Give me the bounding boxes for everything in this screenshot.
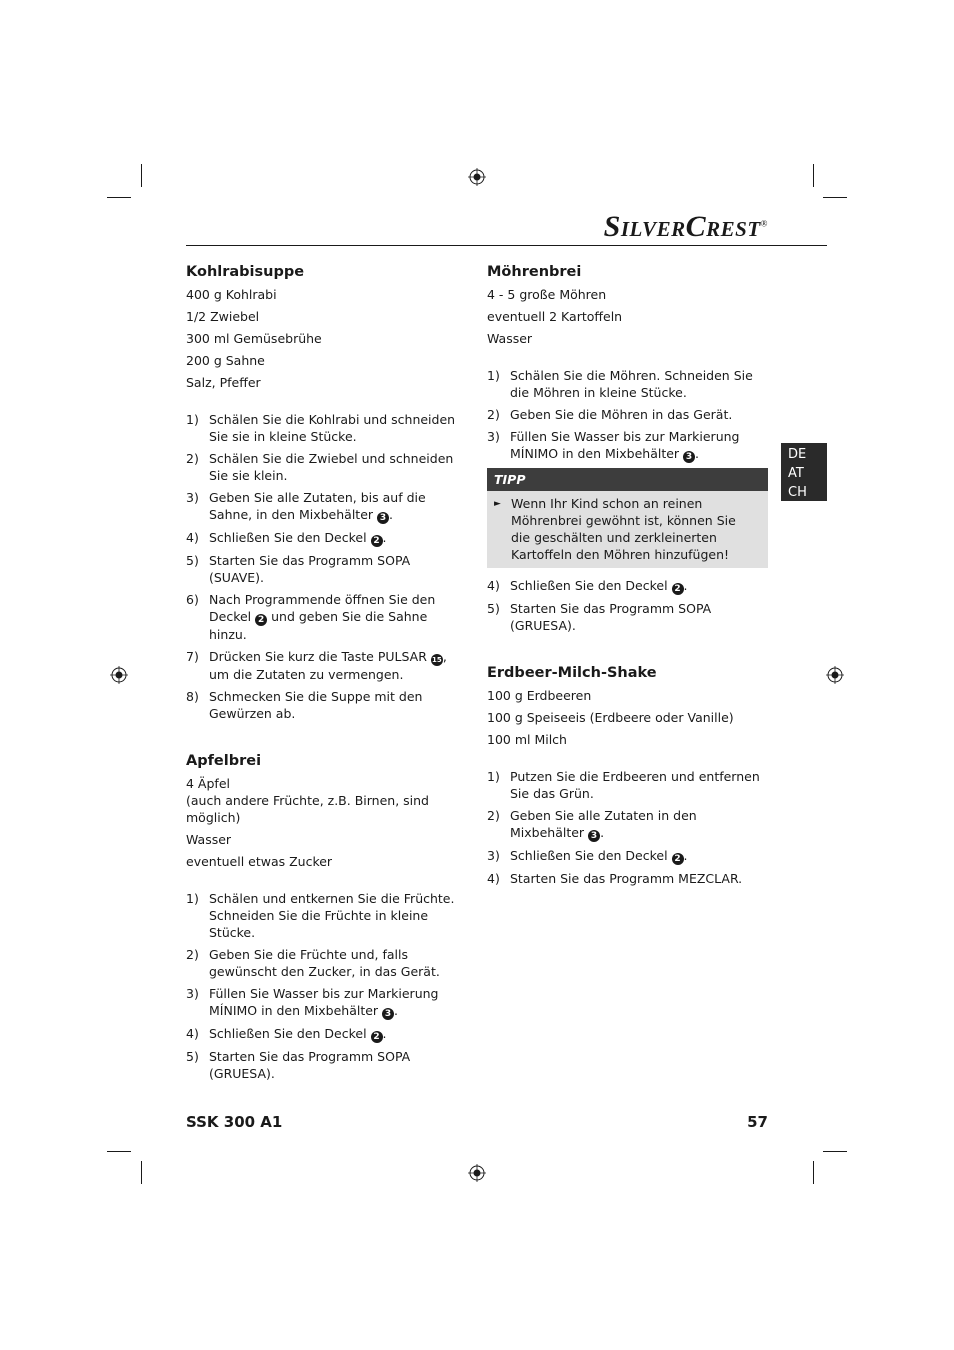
steps-list: [186, 890, 468, 1082]
step-text-after: .: [683, 578, 688, 593]
ingredient: Wasser: [186, 832, 232, 847]
step-number: 3): [186, 986, 199, 1001]
part-reference-badge: 3: [382, 1008, 394, 1020]
part-reference-badge: 3: [588, 830, 600, 842]
crop-mark: [107, 1151, 131, 1152]
step-text: Geben Sie alle Zutaten, bis auf die Sahne, in den Mixbehälter: [209, 490, 426, 522]
part-reference-badge: 3: [377, 512, 389, 524]
step-text: Geben Sie die Früchte und, falls gewünscht den Zucker, in das Gerät.: [209, 947, 440, 979]
step-number: 3): [487, 429, 500, 444]
step-number: 2): [186, 451, 199, 466]
step-text: Starten Sie das Programm MEZCLAR.: [510, 871, 743, 886]
left-column: [186, 262, 468, 1087]
part-reference-badge: 3: [683, 451, 695, 463]
step-number: 1): [186, 412, 199, 427]
ingredient: eventuell 2 Kartoffeln: [487, 309, 623, 324]
crop-mark: [823, 197, 847, 198]
page-number: 57: [747, 1113, 768, 1131]
part-reference-badge: 2: [371, 535, 383, 547]
step-text: Schließen Sie den Deckel: [209, 1026, 367, 1041]
steps-list: [487, 367, 769, 463]
step-text: Füllen Sie Wasser bis zur Markierung MÍNIMO in den Mixbehälter: [209, 986, 439, 1018]
step-item: [186, 529, 468, 547]
step-number: 1): [487, 368, 500, 383]
ingredient: 200 g Sahne: [186, 353, 265, 368]
ingredient: 100 g Speiseeis (Erdbeere oder Vanille): [487, 710, 734, 725]
step-item: [487, 847, 769, 865]
step-text: Schälen Sie die Kohlrabi und schneiden Sie sie in kleine Stücke.: [209, 412, 456, 444]
crop-mark: [813, 164, 814, 187]
step-text: Geben Sie die Möhren in das Gerät.: [510, 407, 733, 422]
crop-mark: [823, 1151, 847, 1152]
steps-list: [186, 411, 468, 722]
registration-mark-icon: [468, 1164, 486, 1182]
crop-mark: [813, 1161, 814, 1184]
step-item: [487, 600, 769, 634]
tip-body: ► Wenn Ihr Kind schon an reinen Möhrenbrei gewöhnt ist, können Sie die geschälten und zerkleinerten Kartoffeln den Möhren hinzufügen!: [487, 491, 768, 568]
step-text-after: .: [600, 825, 605, 840]
step-item: [186, 411, 468, 445]
step-number: 4): [487, 578, 500, 593]
step-item: [487, 577, 769, 595]
step-item: [186, 1025, 468, 1043]
ingredient: Wasser: [487, 331, 533, 346]
recipe-apfelbrei: [186, 751, 468, 1082]
step-item: [487, 406, 769, 423]
step-item: [186, 688, 468, 722]
part-reference-badge: 2: [672, 583, 684, 595]
ingredient: 300 ml Gemüsebrühe: [186, 331, 322, 346]
part-reference-badge: 2: [371, 1031, 383, 1043]
step-text-after: , um die Zutaten zu vermengen.: [209, 649, 447, 682]
step-item: [186, 648, 468, 683]
tip-title: TIPP: [487, 468, 768, 491]
step-number: 5): [487, 601, 500, 616]
step-number: 5): [186, 553, 199, 568]
right-column: [487, 262, 769, 892]
ingredient: 4 Äpfel (auch andere Früchte, z.B. Birnen, sind möglich): [186, 776, 429, 825]
tip-box: [487, 468, 768, 568]
header-rule: [186, 245, 827, 246]
step-text-after: .: [394, 1003, 399, 1018]
step-text: Starten Sie das Programm SOPA (GRUESA).: [510, 601, 712, 633]
step-item: [186, 890, 468, 941]
step-text: Schälen Sie die Möhren. Schneiden Sie die Möhren in kleine Stücke.: [510, 368, 753, 400]
ingredient: eventuell etwas Zucker: [186, 854, 333, 869]
step-number: 5): [186, 1049, 199, 1064]
step-number: 2): [487, 407, 500, 422]
step-text: Geben Sie alle Zutaten in den Mixbehälter: [510, 808, 697, 840]
part-reference-badge: 2: [255, 614, 267, 626]
step-item: [487, 870, 769, 887]
step-item: [487, 768, 769, 802]
step-item: [186, 985, 468, 1020]
recipe-moehrenbrei: [487, 262, 769, 634]
step-text: Drücken Sie kurz die Taste PULSAR: [209, 649, 427, 664]
brand-logo: SILVERCREST®: [603, 210, 768, 243]
step-text-after: .: [389, 507, 394, 522]
model-number: SSK 300 A1: [186, 1113, 283, 1131]
step-number: 1): [487, 769, 500, 784]
recipe-title: Apfelbrei: [186, 753, 262, 769]
step-text: Schälen und entkernen Sie die Früchte. Schneiden Sie die Früchte in kleine Stücke.: [209, 891, 455, 940]
step-item: [487, 428, 769, 463]
step-text: Putzen Sie die Erdbeeren und entfernen Sie das Grün.: [510, 769, 760, 801]
step-number: 2): [186, 947, 199, 962]
step-text: Starten Sie das Programm SOPA (SUAVE).: [209, 553, 411, 585]
arrow-right-icon: ►: [494, 499, 501, 509]
step-text-after: .: [382, 1026, 387, 1041]
step-number: 4): [186, 530, 199, 545]
registration-mark-icon: [468, 168, 486, 186]
step-text-after: .: [695, 446, 700, 461]
part-reference-badge: 2: [672, 853, 684, 865]
ingredient: 4 - 5 große Möhren: [487, 287, 607, 302]
step-text: Schmecken Sie die Suppe mit den Gewürzen ab.: [209, 689, 423, 721]
recipe-title: Erdbeer-Milch-Shake: [487, 665, 657, 681]
crop-mark: [107, 197, 131, 198]
ingredient: 1/2 Zwiebel: [186, 309, 260, 324]
step-item: [186, 591, 468, 643]
step-number: 1): [186, 891, 199, 906]
step-item: [487, 807, 769, 842]
step-text: Nach Programmende öffnen Sie den Deckel: [209, 592, 436, 624]
step-text: Füllen Sie Wasser bis zur Markierung MÍNIMO in den Mixbehälter: [510, 429, 740, 461]
registration-mark-icon: [110, 666, 128, 684]
ingredient: 400 g Kohlrabi: [186, 287, 277, 302]
steps-list: [487, 768, 769, 887]
steps-list: [487, 577, 769, 634]
step-text: Schließen Sie den Deckel: [510, 578, 668, 593]
recipe-kohlrabisuppe: [186, 262, 468, 722]
step-item: [487, 367, 769, 401]
step-text-after: und geben Sie die Sahne hinzu.: [209, 609, 428, 642]
step-number: 6): [186, 592, 199, 607]
ingredient: Salz, Pfeffer: [186, 375, 261, 390]
step-item: [186, 489, 468, 524]
step-number: 4): [186, 1026, 199, 1041]
step-text: Starten Sie das Programm SOPA (GRUESA).: [209, 1049, 411, 1081]
ingredient: 100 ml Milch: [487, 732, 567, 747]
step-number: 3): [186, 490, 199, 505]
step-number: 3): [487, 848, 500, 863]
step-text: Schälen Sie die Zwiebel und schneiden Sie sie klein.: [209, 451, 454, 483]
step-item: [186, 1048, 468, 1082]
step-number: 2): [487, 808, 500, 823]
step-text-after: .: [683, 848, 688, 863]
ingredient: 100 g Erdbeeren: [487, 688, 592, 703]
step-number: 7): [186, 649, 199, 664]
part-reference-badge: 15: [432, 656, 442, 664]
step-text: Schließen Sie den Deckel: [510, 848, 668, 863]
step-text-after: .: [382, 530, 387, 545]
step-number: 8): [186, 689, 199, 704]
step-text: Schließen Sie den Deckel: [209, 530, 367, 545]
step-item: [186, 552, 468, 586]
crop-mark: [141, 164, 142, 187]
recipe-title: Kohlrabisuppe: [186, 264, 305, 280]
recipe-title: Möhrenbrei: [487, 264, 582, 280]
recipe-erdbeer-milch-shake: [487, 663, 769, 887]
language-tab: DE AT CH: [781, 443, 827, 501]
registration-mark-icon: [826, 666, 844, 684]
step-item: [186, 450, 468, 484]
step-number: 4): [487, 871, 500, 886]
crop-mark: [141, 1161, 142, 1184]
step-item: [186, 946, 468, 980]
